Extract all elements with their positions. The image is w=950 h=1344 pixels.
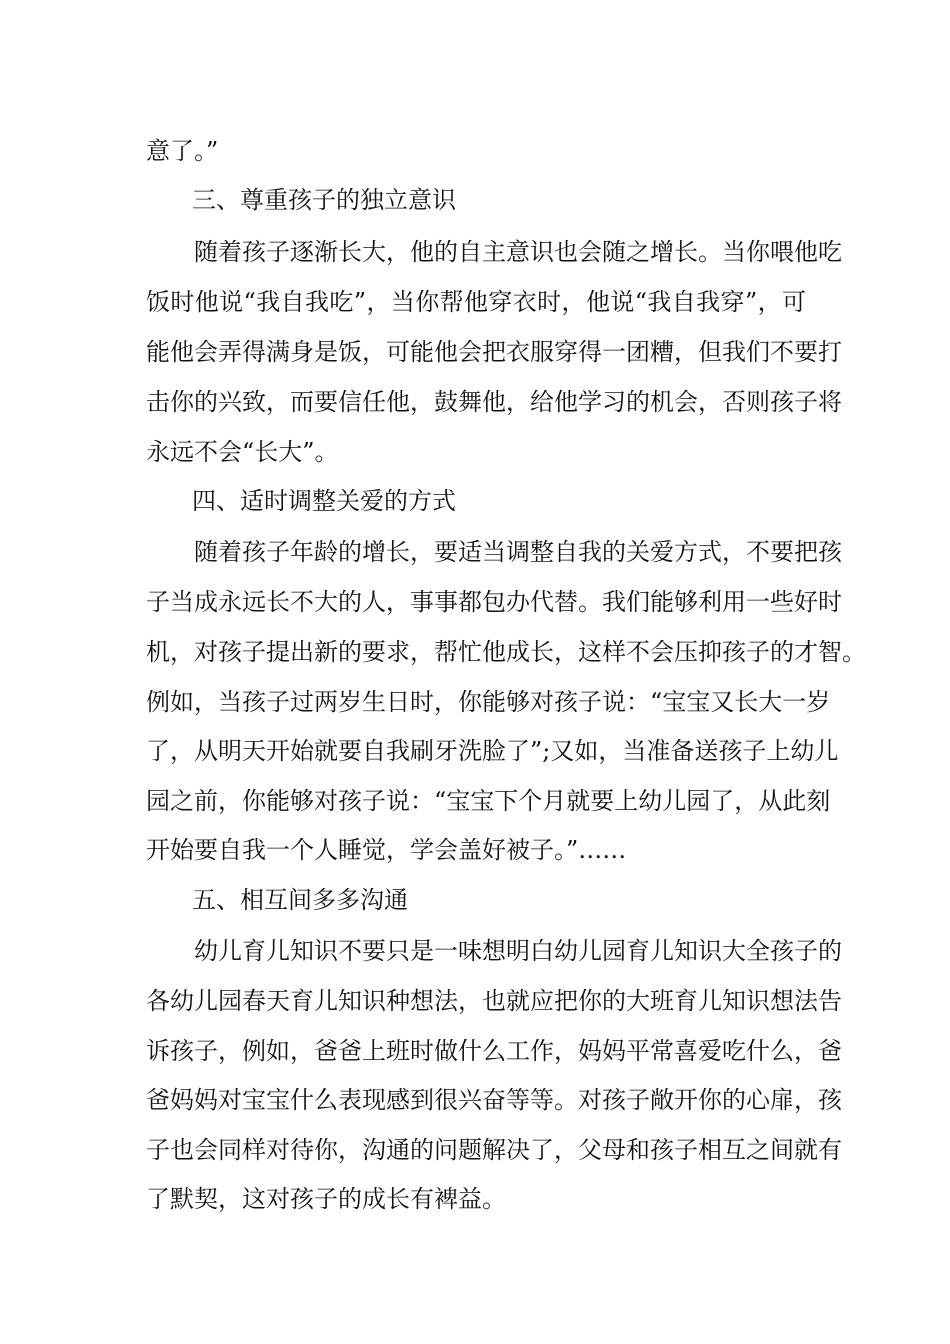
paragraph-line: 饭时他说“我自我吃”，当你帮他穿衣时，他说“我自我穿”，可 — [146, 288, 806, 316]
section-heading-4: 四、适时调整关爱的方式 — [192, 487, 456, 515]
paragraph-line: 了，从明天开始就要自我刷牙洗脸了”;又如，当准备送孩子上幼儿 — [146, 737, 839, 765]
section-heading-5: 五、相互间多多沟通 — [192, 886, 408, 914]
paragraph-line: 随着孩子逐渐长大，他的自主意识也会随之增长。当你喂他吃 — [194, 238, 842, 266]
paragraph-line: 开始要自我一个人睡觉，学会盖好被子。”…… — [146, 836, 627, 864]
paragraph-line: 机，对孩子提出新的要求，帮忙他成长，这样不会压抑孩子的才智。 — [146, 638, 866, 666]
paragraph-line: 园之前，你能够对孩子说：“宝宝下个月就要上幼儿园了，从此刻 — [146, 787, 831, 815]
paragraph-line: 能他会弄得满身是饭，可能他会把衣服穿得一团糟，但我们不要打 — [146, 338, 842, 366]
paragraph-line: 永远不会“长大”。 — [146, 438, 339, 466]
paragraph-line: 子当成永远长不大的人，事事都包办代替。我们能够利用一些好时 — [146, 588, 842, 616]
paragraph-line: 意了。” — [146, 137, 219, 165]
section-heading-3: 三、尊重孩子的独立意识 — [192, 186, 456, 214]
paragraph-line: 随着孩子年龄的增长，要适当调整自我的关爱方式，不要把孩 — [194, 538, 842, 566]
paragraph-line: 幼儿育儿知识不要只是一味想明白幼儿园育儿知识大全孩子的 — [194, 937, 842, 965]
paragraph-line: 各幼儿园春天育儿知识种想法，也就应把你的大班育儿知识想法告 — [146, 987, 842, 1015]
paragraph-line: 诉孩子，例如，爸爸上班时做什么工作，妈妈平常喜爱吃什么，爸 — [146, 1037, 842, 1065]
paragraph-line: 爸妈妈对宝宝什么表现感到很兴奋等等。对孩子敞开你的心扉，孩 — [146, 1086, 842, 1114]
paragraph-line: 子也会同样对待你，沟通的问题解决了，父母和孩子相互之间就有 — [146, 1136, 842, 1164]
paragraph-line: 了默契，这对孩子的成长有裨益。 — [146, 1185, 506, 1213]
paragraph-line: 击你的兴致，而要信任他，鼓舞他，给他学习的机会，否则孩子将 — [146, 388, 842, 416]
paragraph-line: 例如，当孩子过两岁生日时，你能够对孩子说：“宝宝又长大一岁 — [146, 688, 831, 716]
